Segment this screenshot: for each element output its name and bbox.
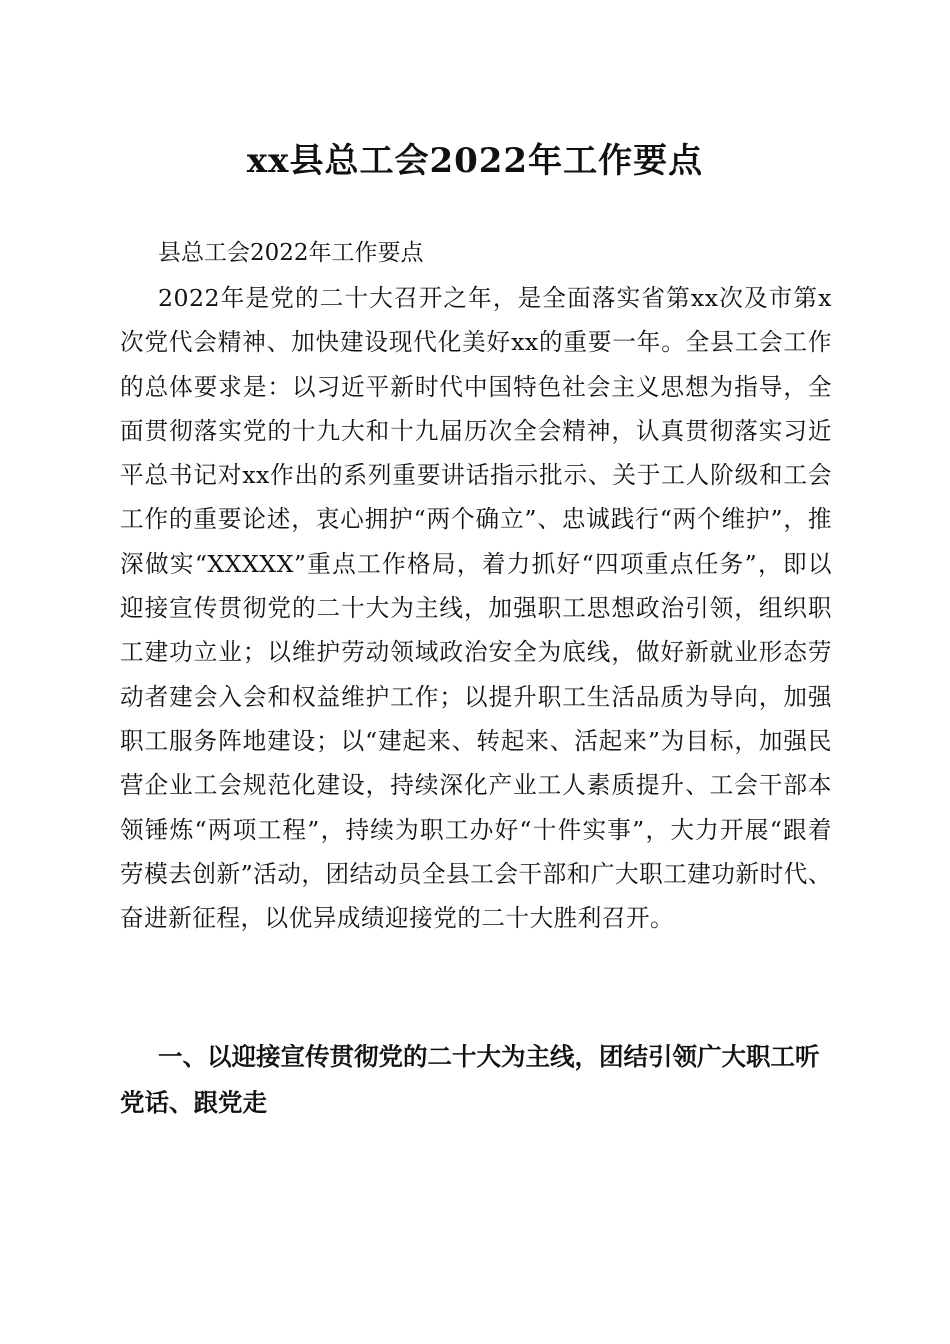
document-title: xx县总工会2022年工作要点 [246,141,704,181]
section-heading-1: 一、以迎接宣传贯彻党的二十大为主线，团结引领广大职工听党话、跟党走 [120,1042,820,1117]
document-subtitle: 县总工会2022年工作要点 [158,240,424,266]
intro-paragraph: 2022年是党的二十大召开之年，是全面落实省第xx次及市第x次党代会精神、加快建设现代化美好xx的重要一年。全县工会工作的总体要求是：以习近平新时代中国特色社会主义思想为指导，全面贯彻落实党的十九大和十九届历次全会精神，认真贯彻落实习近平总书记对xx作出的系列重要讲话指示批示、关于工人阶级和工会工作的重要论述，衷心拥护“两个确立”、忠诚践行“两个维护”，推深做实“XXXXX”重点工作格局，着力抓好“四项重点任务”，即以迎接宣传贯彻党的二十大为主线，加强职工思想政治引领，组织职工建功立业；以维护劳动领域政治安全为底线，做好新就业形态劳动者建会入会和权益维护工作；以提升职工生活品质为导向，加强职工服务阵地建设；以“建起来、转起来、活起来”为目标，加强民营企业工会规范化建设，持续深化产业工人素质提升、工会干部本领锤炼“两项工程”，持续为职工办好“十件实事”，大力开展“跟着劳模去创新”活动，团结动员全县工会干部和广大职工建功新时代、奋进新征程，以优异成绩迎接党的二十大胜利召开。 [120,284,832,933]
